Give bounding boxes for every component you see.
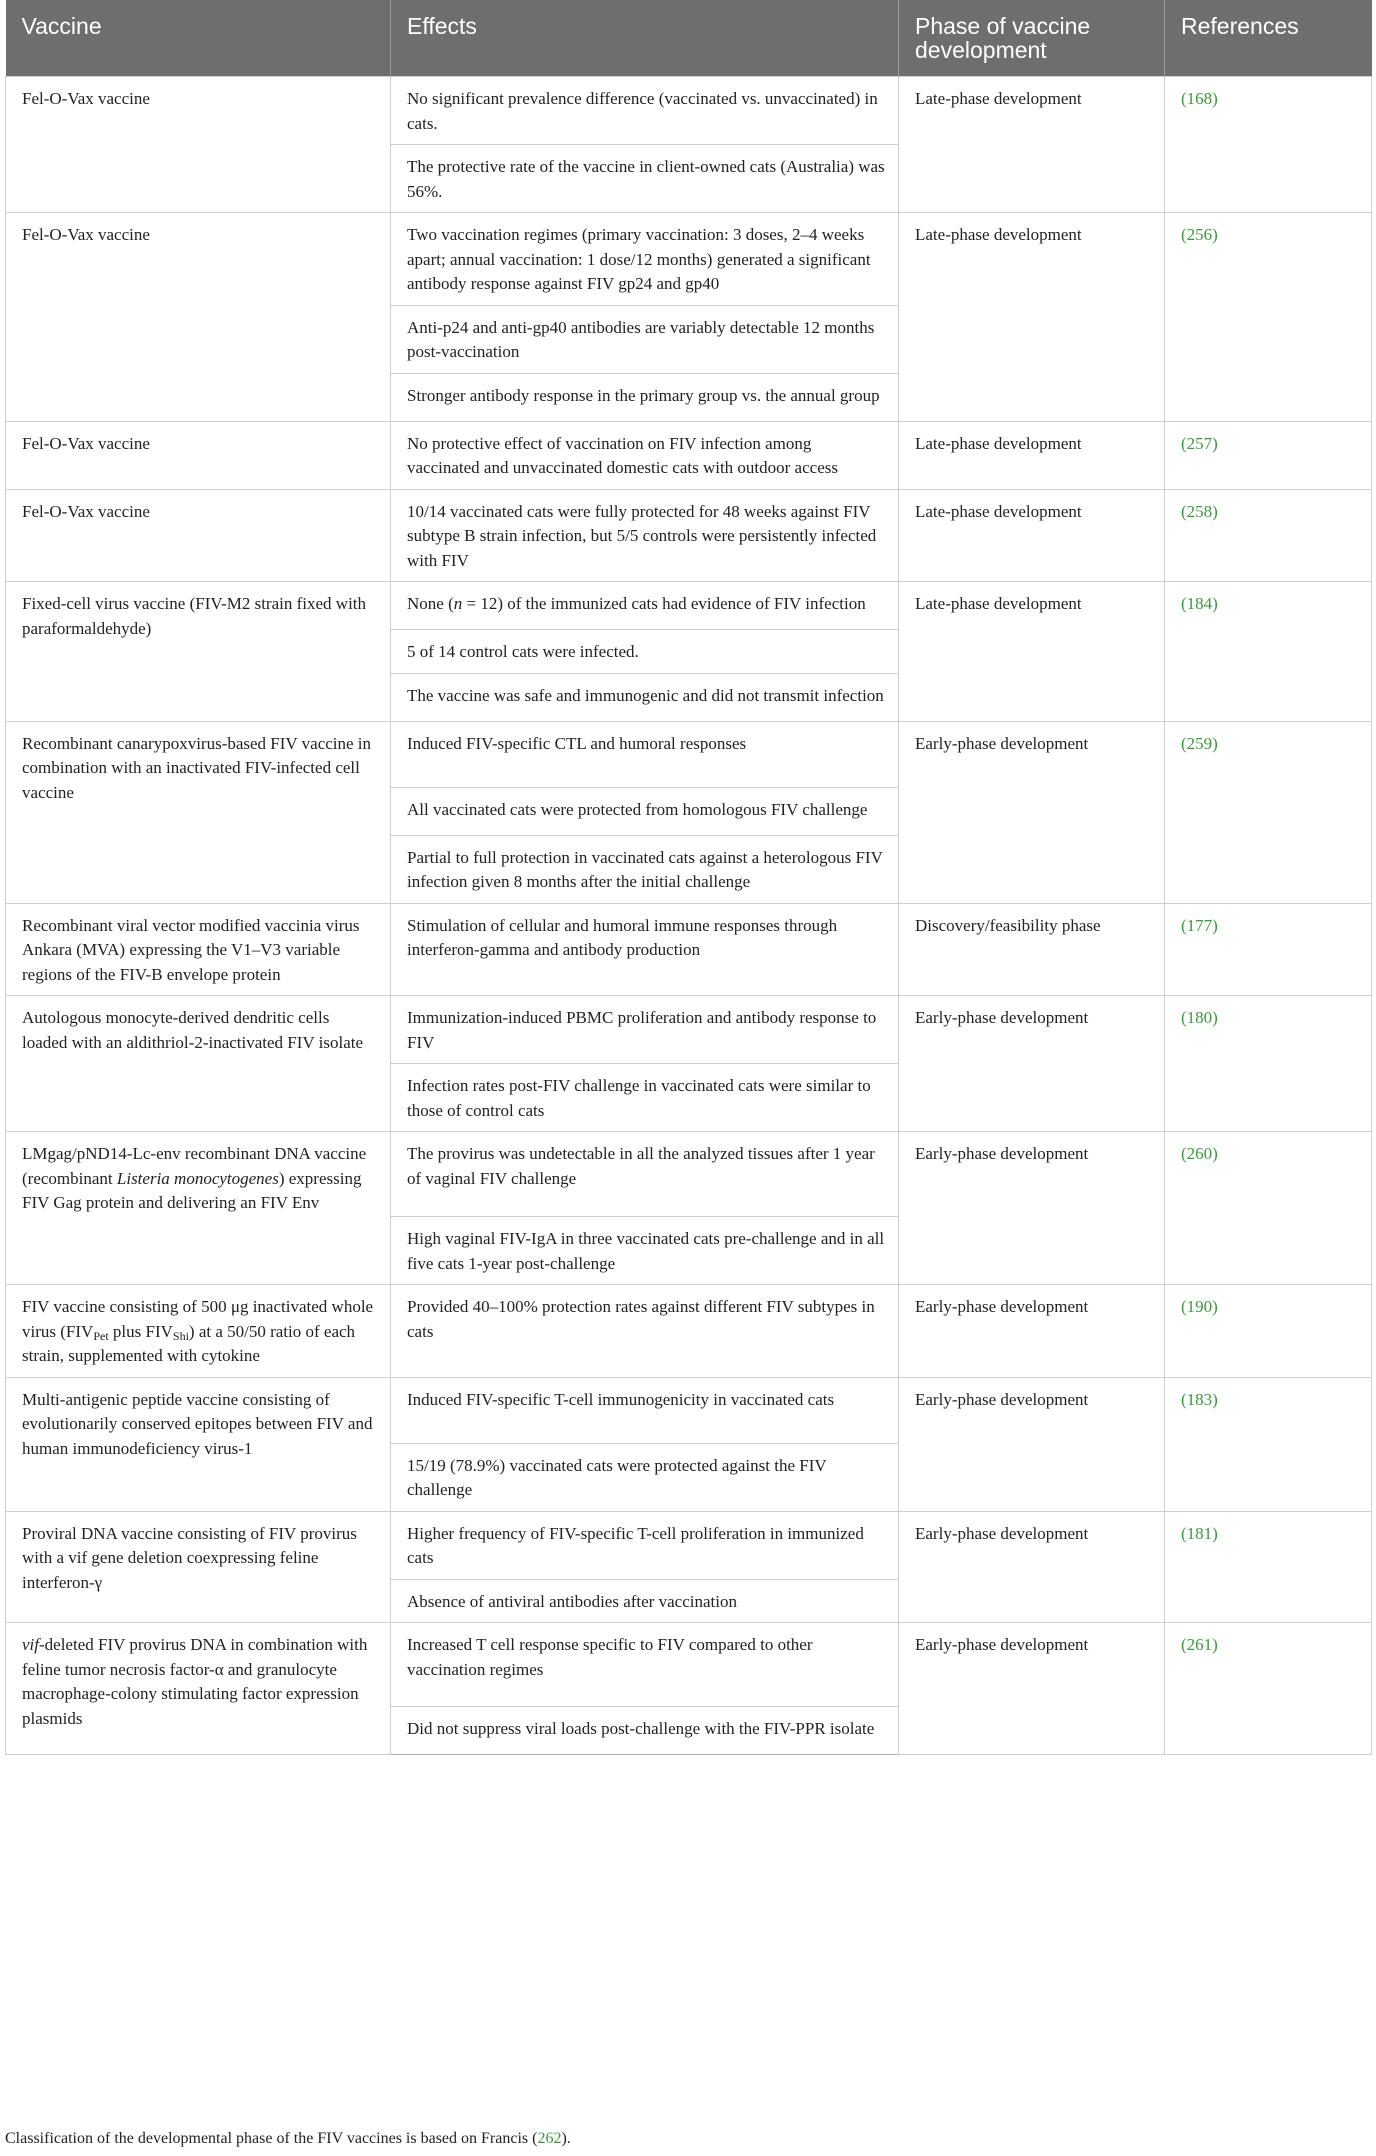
vaccine-subscript: Shi [172,1328,189,1343]
reference-link[interactable]: (259) [1165,721,1372,903]
reference-link[interactable]: (256) [1165,213,1372,422]
vaccine-cell [6,1285,391,1378]
table-row [6,1285,1372,1378]
effect-cell: 5 of 14 control cats were infected. [391,630,899,674]
effect-cell: All vaccinated cats were protected from homologous FIV challenge [391,787,899,835]
table-row [6,1623,1372,1707]
effect-cell: Anti-p24 and anti-gp40 antibodies are variably detectable 12 months post-vaccination [391,305,899,373]
reference-link[interactable]: (180) [1165,996,1372,1132]
phase-cell: Late-phase development [899,489,1165,582]
effect-cell: Stimulation of cellular and humoral immune responses through interferon-gamma and antibody production [391,903,899,996]
table-header-row [6,0,1372,77]
vaccine-subscript: Pet [93,1328,109,1343]
caption-text-end: ). [561,2130,571,2147]
vaccine-text: ) expressing FIV Gag protein and delivering an FIV Env [22,1168,362,1212]
vaccine-cell: Recombinant canarypoxvirus-based FIV vaccine in combination with an inactivated FIV-infected cell vaccine [6,721,391,903]
vaccine-cell: Fixed-cell virus vaccine (FIV-M2 strain fixed with paraformaldehyde) [6,582,391,722]
effect-text-italic: n [453,594,463,613]
vaccine-table [5,0,1372,1755]
effect-cell: High vaginal FIV-IgA in three vaccinated cats pre-challenge and in all five cats 1-year post-challenge [391,1217,899,1285]
phase-cell: Early-phase development [899,996,1165,1132]
phase-cell: Early-phase development [899,1132,1165,1285]
reference-link[interactable]: (181) [1165,1511,1372,1623]
vaccine-text: plus FIV [108,1321,173,1341]
phase-cell: Discovery/feasibility phase [899,903,1165,996]
reference-link[interactable]: (184) [1165,582,1372,722]
phase-cell: Late-phase development [899,421,1165,489]
effect-cell [391,582,899,630]
vaccine-text-italic: vif [22,1635,39,1654]
table-row [6,1377,1372,1443]
effect-cell: The provirus was undetectable in all the analyzed tissues after 1 year of vaginal FIV challenge [391,1132,899,1217]
header-effects: Effects [391,0,899,77]
phase-cell: Late-phase development [899,77,1165,213]
reference-link[interactable]: (177) [1165,903,1372,996]
effect-cell: Infection rates post-FIV challenge in vaccinated cats were similar to those of control cats [391,1064,899,1132]
vaccine-cell [6,1132,391,1285]
table-row [6,996,1372,1064]
reference-link[interactable]: (261) [1165,1623,1372,1755]
vaccine-text: FIV vaccine consisting of 500 μg inactivated whole virus (FIV [22,1297,374,1341]
vaccine-text-italic: Listeria monocytogenes [116,1168,279,1188]
effect-cell: 10/14 vaccinated cats were fully protected for 48 weeks against FIV subtype B strain infection, but 5/5 controls were persistently infected with FIV [391,489,899,582]
header-vaccine: Vaccine [6,0,391,77]
effect-cell: Induced FIV-specific CTL and humoral responses [391,721,899,787]
effect-cell: Stronger antibody response in the primary group vs. the annual group [391,373,899,421]
vaccine-cell: Fel-O-Vax vaccine [6,213,391,422]
phase-cell: Early-phase development [899,1285,1165,1378]
effect-text: None ( [407,594,454,613]
vaccine-cell: Recombinant viral vector modified vaccinia virus Ankara (MVA) expressing the V1–V3 variable regions of the FIV-B envelope protein [6,903,391,996]
vaccine-text: -deleted FIV provirus DNA in combination with feline tumor necrosis factor-α and granulocyte macrophage-colony stimulating factor expression plasmids [22,1635,368,1728]
reference-link[interactable]: (168) [1165,77,1372,213]
vaccine-cell: Multi-antigenic peptide vaccine consisting of evolutionarily conserved epitopes between FIV and human immunodeficiency virus-1 [6,1377,391,1511]
effect-cell: Absence of antiviral antibodies after vaccination [391,1579,899,1623]
effect-cell: Increased T cell response specific to FIV compared to other vaccination regimes [391,1623,899,1707]
table-row [6,421,1372,489]
effect-cell: Induced FIV-specific T-cell immunogenicity in vaccinated cats [391,1377,899,1443]
table-row [6,489,1372,582]
effect-cell: Higher frequency of FIV-specific T-cell proliferation in immunized cats [391,1511,899,1579]
table-caption [5,2130,1371,2148]
phase-cell: Late-phase development [899,213,1165,422]
vaccine-cell: Autologous monocyte-derived dendritic cells loaded with an aldithriol-2-inactivated FIV isolate [6,996,391,1132]
effect-cell: The vaccine was safe and immunogenic and did not transmit infection [391,673,899,721]
vaccine-cell: Proviral DNA vaccine consisting of FIV provirus with a vif gene deletion coexpressing feline interferon-γ [6,1511,391,1623]
vaccine-cell [6,1623,391,1755]
reference-link[interactable]: (258) [1165,489,1372,582]
table-row [6,1132,1372,1217]
header-phase: Phase of vaccine development [899,0,1165,77]
effect-cell: 15/19 (78.9%) vaccinated cats were protected against the FIV challenge [391,1443,899,1511]
vaccine-text: ) at a 50/50 ratio of each strain, supplemented with cytokine [22,1321,356,1365]
reference-link[interactable]: (183) [1165,1377,1372,1511]
table-row [6,77,1372,145]
reference-link[interactable]: (260) [1165,1132,1372,1285]
effect-cell: Did not suppress viral loads post-challenge with the FIV-PPR isolate [391,1707,899,1755]
phase-cell: Early-phase development [899,1511,1165,1623]
effect-cell: Two vaccination regimes (primary vaccination: 3 doses, 2–4 weeks apart; annual vaccination: 1 dose/12 months) generated a significant antibody response against FIV gp24 and gp40 [391,213,899,306]
table-row [6,903,1372,996]
effect-cell: Partial to full protection in vaccinated cats against a heterologous FIV infection given 8 months after the initial challenge [391,835,899,903]
effect-cell: No significant prevalence difference (vaccinated vs. unvaccinated) in cats. [391,77,899,145]
effect-cell: The protective rate of the vaccine in client-owned cats (Australia) was 56%. [391,145,899,213]
table-row [6,582,1372,630]
effect-text: = 12) of the immunized cats had evidence of FIV infection [462,594,866,613]
phase-cell: Early-phase development [899,1377,1165,1511]
vaccine-cell: Fel-O-Vax vaccine [6,489,391,582]
effect-cell: No protective effect of vaccination on FIV infection among vaccinated and unvaccinated domestic cats with outdoor access [391,421,899,489]
vaccine-text: LMgag/pND14-Lc-env recombinant DNA vaccine (recombinant [22,1144,367,1188]
phase-cell: Early-phase development [899,1623,1165,1755]
reference-link[interactable]: (257) [1165,421,1372,489]
vaccine-cell: Fel-O-Vax vaccine [6,421,391,489]
effect-cell: Provided 40–100% protection rates against different FIV subtypes in cats [391,1285,899,1378]
caption-reference-link[interactable]: 262 [537,2130,562,2147]
table-row [6,1511,1372,1579]
header-references: References [1165,0,1372,77]
effect-cell: Immunization-induced PBMC proliferation and antibody response to FIV [391,996,899,1064]
caption-text: Classification of the developmental phase of the FIV vaccines is based on Francis ( [5,2130,538,2147]
reference-link[interactable]: (190) [1165,1285,1372,1378]
table-row [6,213,1372,306]
table-row [6,721,1372,787]
phase-cell: Early-phase development [899,721,1165,903]
vaccine-cell: Fel-O-Vax vaccine [6,77,391,213]
phase-cell: Late-phase development [899,582,1165,722]
